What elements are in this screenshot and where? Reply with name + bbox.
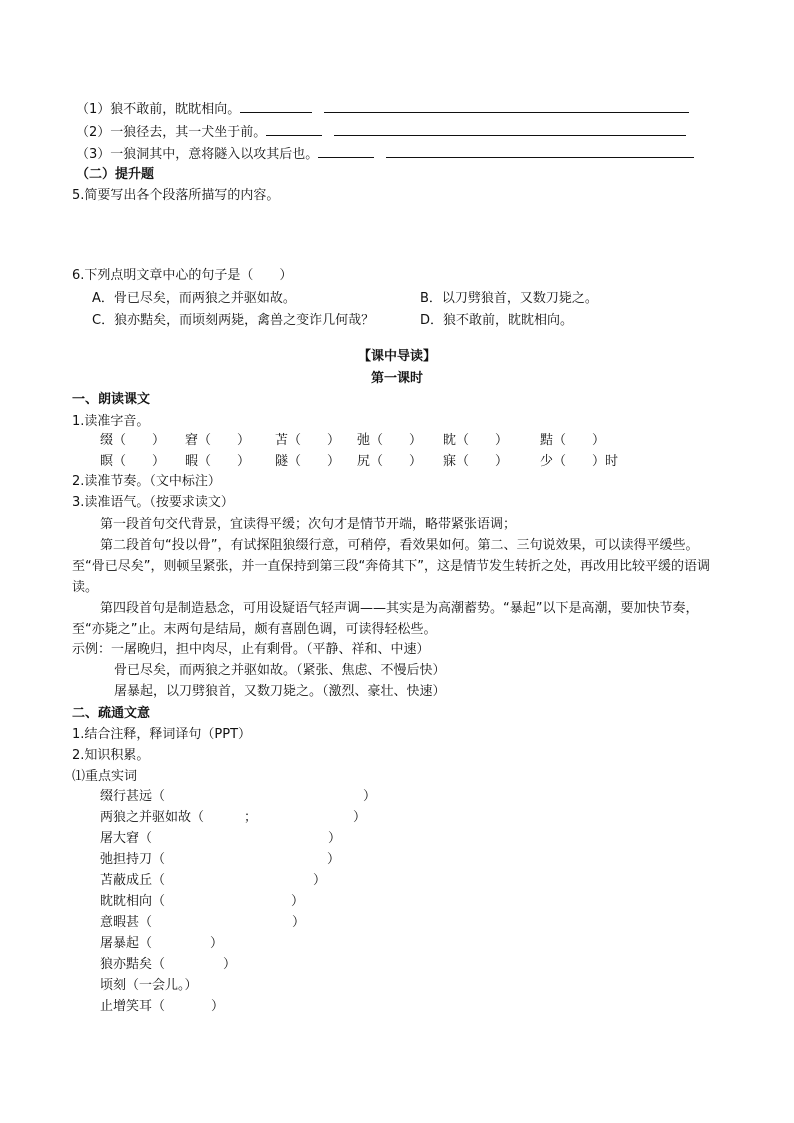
question-3-text: （3）一狼洞其中，意将隧入以攻其后也。 (76, 147, 319, 162)
example-3: 屠暴起，以刀劈狼首，又数刀毙之。（激烈、豪壮、快速） (114, 684, 446, 699)
question-1-line (76, 98, 689, 118)
vocab-word: 缀行甚远（ (100, 789, 166, 804)
option-a[interactable]: A．骨已尽矣，而两狼之并驱如故。 (92, 291, 296, 306)
paragraph-3: 第四段首句是制造悬念，可用设疑语气轻声调——其实是为高潮蓄势。“暴起”以下是高潮，要加快节奏，至“亦毙之”止。末两句是结局，颇有喜剧色调，可读得轻松些。 (72, 601, 699, 637)
vocab-close: ） (223, 957, 237, 972)
pronunciation-cell[interactable]: 瞑（ ） (100, 454, 166, 469)
question-6: 6.下列点明文章中心的句子是（ ） (72, 268, 293, 283)
vocab-item (100, 892, 304, 912)
vocab-close: ） (292, 915, 306, 930)
vocab-word: 屠大窘（ (100, 831, 153, 846)
item-tone: 3.读准语气。（按要求读文） (72, 495, 234, 510)
paragraph-2: 第二段首句“投以骨”，有试探阻狼缀行意，可稍停，看效果如何。第二、三句说效果，可以读得平缓些。至“骨已尽矣”，则顿呈紧张，并一直保持到第三段“奔倚其下”，这是情节发生转折之处，再改用比较平缓的语调读。 (72, 538, 710, 595)
vocab-close: ） (363, 789, 377, 804)
vocab-word: 苫蔽成丘（ (100, 873, 166, 888)
example-2: 骨已尽矣，而两狼之并驱如故。（紧张、焦虑、不慢后快） (114, 663, 446, 678)
section-title: （二）提升题 (76, 167, 155, 182)
vocab-close: ） (328, 831, 342, 846)
item-rhythm: 2.读准节奏。（文中标注） (72, 474, 221, 489)
vocab-close: ） (211, 999, 225, 1014)
pronunciation-cell[interactable]: 少（ ）时 (540, 454, 619, 469)
question-2-text: （2）一狼径去，其一犬坐于前。 (76, 125, 267, 140)
item-explain: 1.结合注释，释词译句（PPT） (72, 727, 252, 742)
guide-title: 【课中导读】 (357, 349, 436, 364)
question-5: 5.简要写出各个段落所描写的内容。 (72, 188, 280, 203)
option-d[interactable]: D．狼不敢前，眈眈相向。 (420, 313, 574, 328)
answer-blank[interactable] (318, 143, 374, 158)
guide-subtitle: 第一课时 (370, 371, 423, 386)
vocab-item (100, 871, 326, 891)
pronunciation-cell[interactable]: 寐（ ） (443, 454, 509, 469)
pronunciation-cell[interactable]: 隧（ ） (275, 454, 341, 469)
vocab-item (100, 997, 224, 1017)
vocab-close: ） (313, 873, 327, 888)
vocab-item (100, 850, 340, 870)
vocab-close: ） (327, 852, 341, 867)
pronunciation-cell[interactable]: 暇（ ） (185, 454, 251, 469)
vocab-word: 两狼之并驱如故（ (100, 810, 205, 825)
answer-blank[interactable] (266, 121, 322, 136)
vocab-word: 屠暴起（ (100, 936, 153, 951)
pronunciation-cell[interactable]: 黠（ ） (540, 433, 606, 448)
vocab-close: ） (353, 810, 367, 825)
item-pronunciation: 1.读准字音。 (72, 414, 150, 429)
section-2-title: 二、疏通文意 (72, 706, 151, 721)
answer-blank[interactable] (334, 121, 686, 136)
pronunciation-cell[interactable]: 弛（ ） (357, 433, 423, 448)
subitem-vocab: ⑴重点实词 (72, 769, 138, 784)
answer-blank[interactable] (386, 143, 694, 158)
vocab-item (100, 934, 223, 954)
paragraph-1: 第一段首句交代背景，宜读得平缓；次句才是情节开端，略带紧张语调； (100, 517, 517, 532)
vocab-word: 眈眈相向（ (100, 894, 166, 909)
answer-blank[interactable] (324, 98, 689, 113)
question-2-line (76, 121, 686, 141)
question-1-text: （1）狼不敢前，眈眈相向。 (76, 102, 241, 117)
vocab-item (100, 829, 341, 849)
vocab-word: 意暇甚（ (100, 915, 153, 930)
pronunciation-cell[interactable]: 苫（ ） (275, 433, 341, 448)
vocab-item (100, 808, 366, 828)
vocab-word: 狼亦黠矣（ (100, 957, 166, 972)
vocab-close: ） (210, 936, 224, 951)
pronunciation-cell[interactable]: 眈（ ） (443, 433, 509, 448)
vocab-item (100, 913, 305, 933)
vocab-item (100, 976, 198, 996)
vocab-item (100, 787, 376, 807)
pronunciation-cell[interactable]: 缀（ ） (100, 433, 166, 448)
item-knowledge: 2.知识积累。 (72, 748, 150, 763)
vocab-close: ） (291, 894, 305, 909)
vocab-separator: ； (244, 810, 258, 825)
option-b[interactable]: B．以刀劈狼首，又数刀毙之。 (420, 291, 598, 306)
section-1-title: 一、朗读课文 (72, 392, 151, 407)
vocab-word: 止增笑耳（ (100, 999, 166, 1014)
example-1: 示例：一屠晚归，担中肉尽，止有剩骨。（平静、祥和、中速） (72, 642, 430, 657)
vocab-item (100, 955, 236, 975)
pronunciation-cell[interactable]: 窘（ ） (185, 433, 251, 448)
question-3-line (76, 143, 694, 163)
answer-blank[interactable] (240, 98, 312, 113)
pronunciation-cell[interactable]: 尻（ ） (357, 454, 423, 469)
vocab-word: 顷刻（一会儿。） (100, 978, 198, 993)
option-c[interactable]: C．狼亦黠矣，而顷刻两毙，禽兽之变诈几何哉？ (92, 313, 375, 328)
vocab-word: 弛担持刀（ (100, 852, 166, 867)
